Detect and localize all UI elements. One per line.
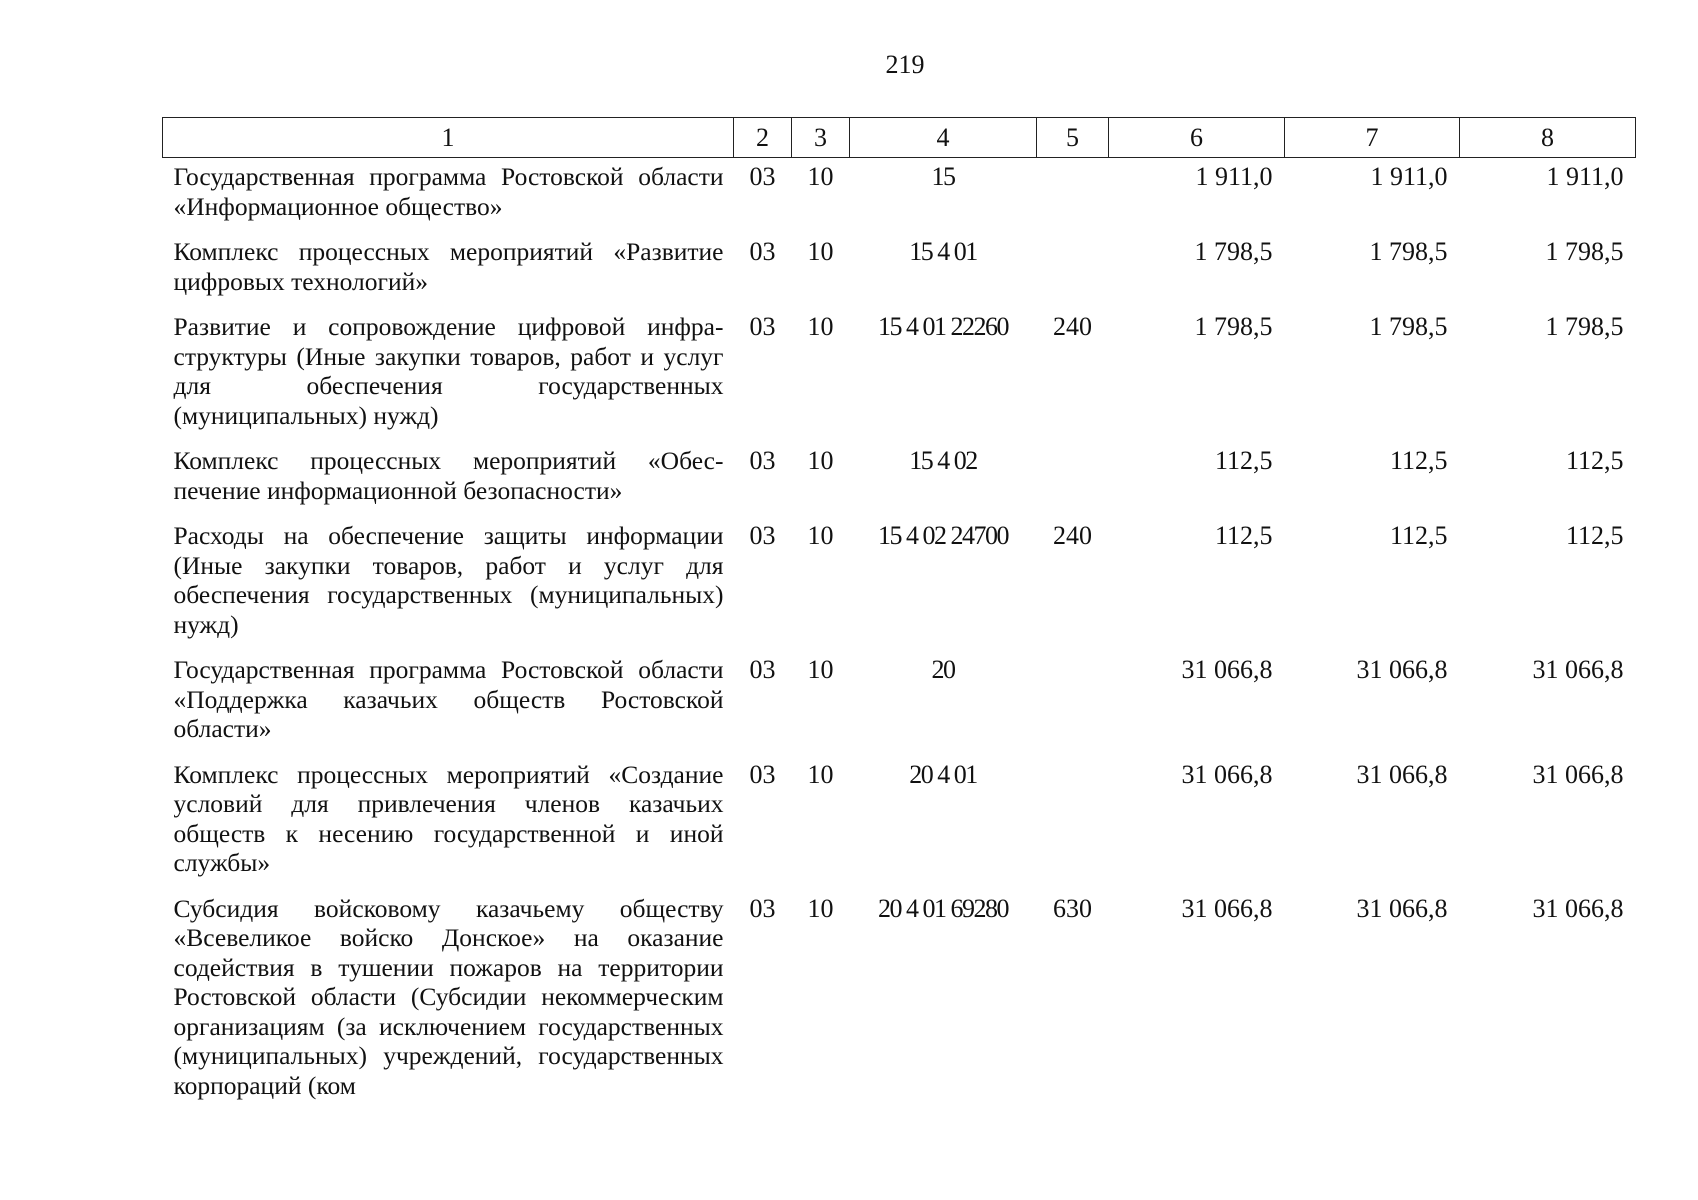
column-header: 6 [1109,118,1285,158]
column-header: 5 [1037,118,1109,158]
row-amount-col8: 1 911,0 [1546,162,1624,191]
row-expense-type [1037,754,1109,888]
table-row [163,440,1636,515]
row-amount-col8: 112,5 [1565,521,1624,550]
row-subsection: 10 [807,655,834,684]
row-name: Комплекс процессных мероприятий «Создание условий для привлечения членов казачьих обществ к несению государственной и иной службы» [173,759,724,877]
row-name: Государственная программа Ростовской области «Информационное общество» [173,162,724,221]
column-header: 7 [1285,118,1460,158]
row-expense-type: 630 [1053,893,1092,923]
budget-table [162,117,1636,1110]
row-section: 03 [749,162,776,191]
row-amount-col7: 112,5 [1389,446,1448,475]
row-target-article: 20 [931,655,955,684]
row-amount-col7: 112,5 [1389,521,1448,550]
table-row [163,888,1636,1111]
row-amount-col7: 31 066,8 [1356,655,1448,684]
row-amount-col6: 112,5 [1214,446,1273,475]
row-name: Комплекс процессных мероприятий «Обеспечение информационной безопасности» [173,446,724,505]
row-subsection: 10 [807,893,834,923]
row-amount-col7: 31 066,8 [1356,759,1448,789]
column-header: 8 [1460,118,1636,158]
row-amount-col7: 1 798,5 [1369,312,1448,341]
table-row [163,231,1636,306]
row-section: 03 [749,446,776,475]
row-amount-col8: 112,5 [1565,446,1624,475]
row-expense-type [1037,649,1109,754]
row-name: Государственная программа Ростовской области «Поддержка казачьих обществ Ростовской области» [173,655,724,743]
table-row [163,649,1636,754]
row-amount-col6: 1 911,0 [1195,162,1273,191]
row-name: Комплекс процессных мероприятий «Развитие цифровых технологий» [173,237,724,296]
table-row [163,754,1636,888]
row-name: Расходы на обеспечение защиты информации (Иные закупки товаров, работ и услуг для обеспечения государственных (муниципальных) нужд) [173,521,724,639]
row-amount-col8: 31 066,8 [1532,893,1624,923]
row-target-article: 15 [931,162,955,191]
row-amount-col7: 31 066,8 [1356,893,1448,923]
row-amount-col6: 1 798,5 [1194,312,1273,341]
row-target-article: 15 4 02 [909,446,977,475]
page-number: 219 [885,50,925,79]
row-name: Субсидия войсковому казачьему обществу «Всевеликое войско Донское» на оказание содействия в тушении пожаров на территории Ростовской области (Субсидии некоммерческим организациям (за исключением государственных (муниципальных) учреждений, государственных корпораций (ком [173,893,724,1100]
row-expense-type: 240 [1053,312,1092,341]
row-subsection: 10 [807,759,834,789]
row-amount-col6: 31 066,8 [1181,655,1273,684]
table-row [163,306,1636,440]
column-header: 2 [734,118,792,158]
row-section: 03 [749,655,776,684]
row-target-article: 20 4 01 [909,759,977,789]
row-amount-col8: 31 066,8 [1532,759,1624,789]
row-name: Развитие и сопровождение цифровой инфраструктуры (Иные закупки товаров, работ и услуг для обеспечения государственных (муниципальных) нужд) [173,312,724,430]
table-row [163,515,1636,649]
row-expense-type [1037,440,1109,515]
row-expense-type [1037,158,1109,232]
row-amount-col8: 1 798,5 [1545,237,1624,266]
table-header-row [163,118,1636,158]
row-subsection: 10 [807,162,834,191]
row-section: 03 [749,521,776,550]
row-section: 03 [749,893,776,923]
row-subsection: 10 [807,521,834,550]
row-section: 03 [749,759,776,789]
row-amount-col6: 31 066,8 [1181,893,1273,923]
row-amount-col6: 31 066,8 [1181,759,1273,789]
row-target-article: 20 4 01 69280 [878,893,1008,923]
row-expense-type: 240 [1053,521,1092,550]
row-subsection: 10 [807,446,834,475]
row-amount-col8: 31 066,8 [1532,655,1624,684]
column-header: 3 [792,118,850,158]
row-subsection: 10 [807,312,834,341]
table-row [163,158,1636,232]
row-amount-col6: 112,5 [1214,521,1273,550]
row-target-article: 15 4 01 22260 [878,312,1008,341]
row-expense-type [1037,231,1109,306]
row-subsection: 10 [807,237,834,266]
row-amount-col6: 1 798,5 [1194,237,1273,266]
row-section: 03 [749,312,776,341]
row-amount-col7: 1 911,0 [1370,162,1448,191]
column-header: 4 [850,118,1037,158]
row-amount-col7: 1 798,5 [1369,237,1448,266]
row-target-article: 15 4 02 24700 [878,521,1008,550]
row-section: 03 [749,237,776,266]
column-header: 1 [163,118,734,158]
row-target-article: 15 4 01 [909,237,977,266]
row-amount-col8: 1 798,5 [1545,312,1624,341]
